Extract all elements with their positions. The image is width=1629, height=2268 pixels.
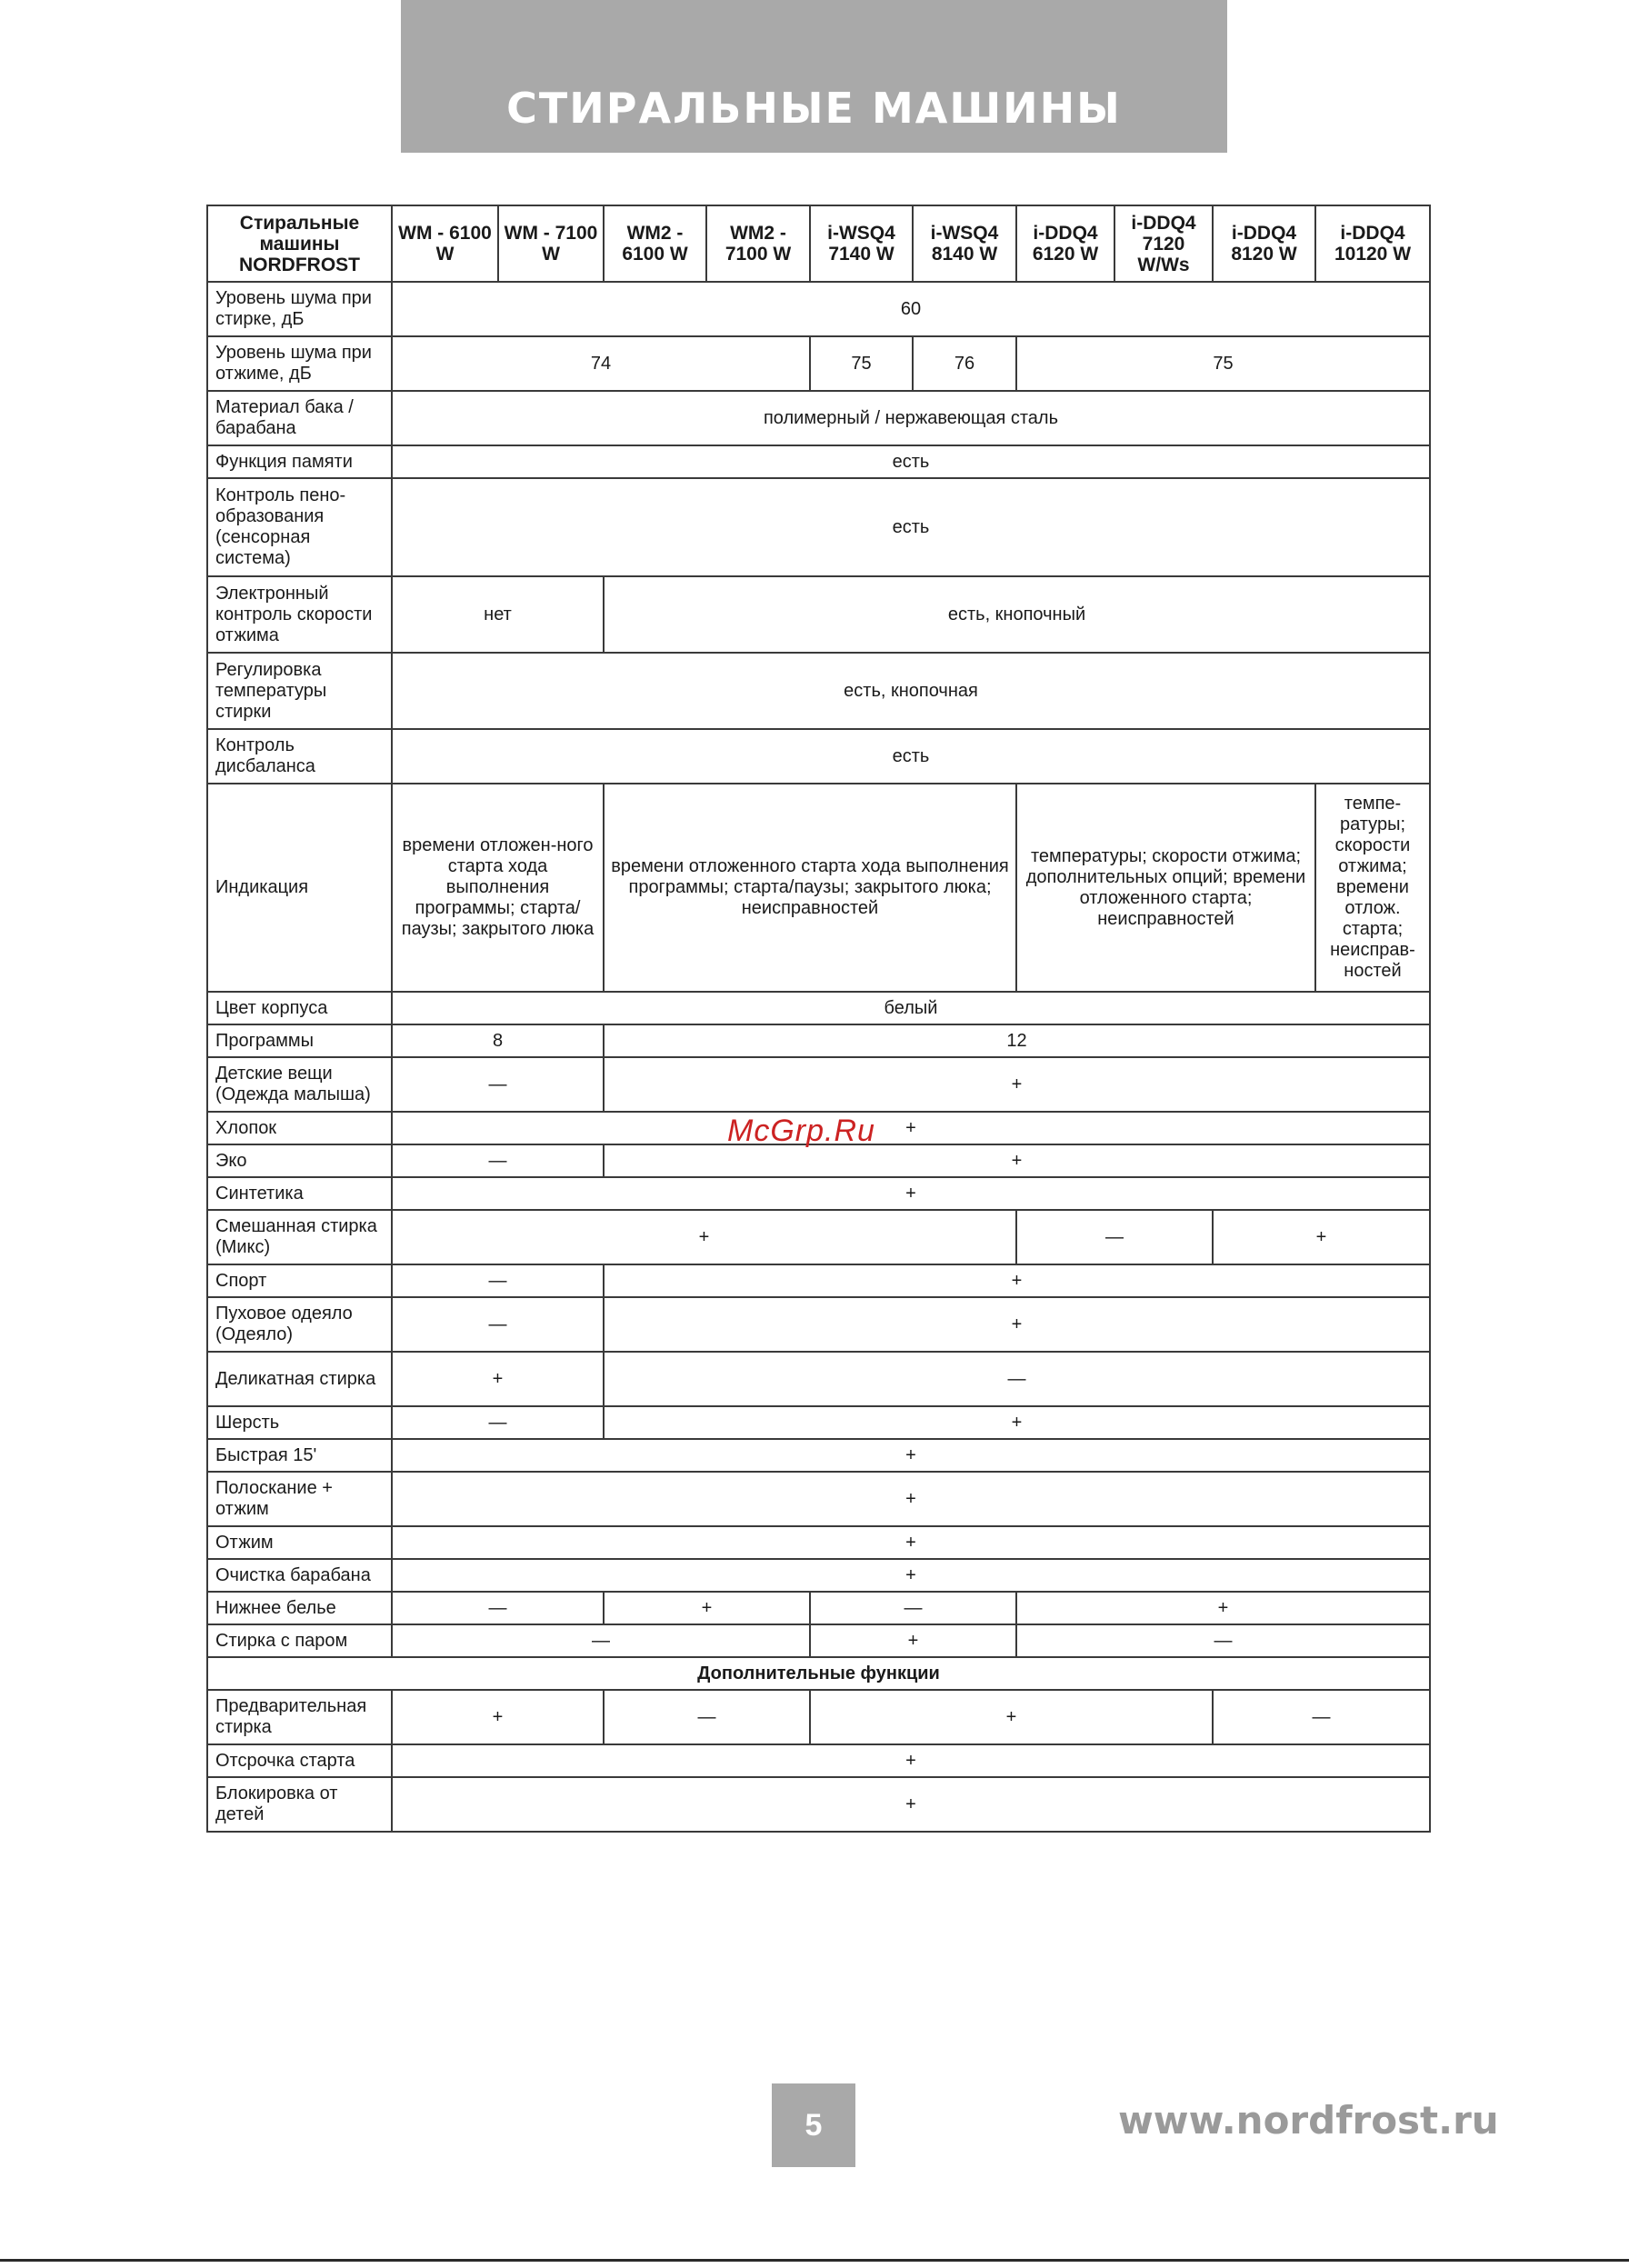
- row-label: Стирка с паром: [207, 1624, 392, 1657]
- cell-value: +: [392, 1439, 1430, 1472]
- table-row: [207, 1777, 1430, 1832]
- cell-value: —: [392, 1624, 810, 1657]
- page-number-box: [772, 2083, 855, 2167]
- header-bar: [401, 0, 1227, 153]
- row-label: Функция памяти: [207, 445, 392, 478]
- row-label: Блокировка от детей: [207, 1777, 392, 1832]
- table-row: [207, 336, 1430, 391]
- cell-value: 75: [810, 336, 913, 391]
- row-label: Отсрочка старта: [207, 1744, 392, 1777]
- cell-value: —: [392, 1406, 604, 1439]
- cell-value: белый: [392, 992, 1430, 1024]
- table-row: [207, 1024, 1430, 1057]
- page-number: 5: [805, 2107, 823, 2143]
- cell-value: +: [604, 1297, 1430, 1352]
- table-row: [207, 1690, 1430, 1744]
- cell-value: —: [392, 1144, 604, 1177]
- cell-value: 12: [604, 1024, 1430, 1057]
- cell-value: +: [392, 1112, 1430, 1144]
- cell-value: —: [1016, 1210, 1213, 1264]
- cell-value: есть: [392, 478, 1430, 576]
- cell-value: +: [392, 1744, 1430, 1777]
- corner-cell: Стиральные машины NORDFROST: [207, 205, 392, 282]
- cell-value: —: [810, 1592, 1016, 1624]
- model-header: i-DDQ4 6120 W: [1016, 205, 1114, 282]
- table-row: [207, 992, 1430, 1024]
- website-link[interactable]: www.nordfrost.ru: [1118, 2098, 1499, 2143]
- cell-value: температуры; скорости отжима; дополнительных опций; времени отложенного старта; неисправностей: [1016, 784, 1315, 992]
- row-label: Уровень шума при стирке, дБ: [207, 282, 392, 336]
- cell-value: +: [392, 1472, 1430, 1526]
- cell-value: —: [604, 1352, 1430, 1406]
- model-header: WM - 6100 W: [392, 205, 498, 282]
- row-label: Очистка барабана: [207, 1559, 392, 1592]
- row-label: Быстрая 15': [207, 1439, 392, 1472]
- cell-value: времени отложен-ного старта хода выполнения программы; старта/паузы; закрытого люка: [392, 784, 604, 992]
- model-header: i-DDQ4 8120 W: [1213, 205, 1315, 282]
- cell-value: —: [1016, 1624, 1430, 1657]
- cell-value: +: [392, 1777, 1430, 1832]
- table-row: [207, 478, 1430, 576]
- model-header: i-WSQ4 8140 W: [913, 205, 1016, 282]
- cell-value: +: [604, 1144, 1430, 1177]
- table-row: [207, 1210, 1430, 1264]
- cell-value: +: [1016, 1592, 1430, 1624]
- model-header: i-DDQ4 7120 W/Ws: [1114, 205, 1213, 282]
- row-label: Регулировка температуры стирки: [207, 653, 392, 729]
- cell-value: нет: [392, 576, 604, 653]
- cell-value: есть: [392, 445, 1430, 478]
- table-row: [207, 1592, 1430, 1624]
- table-row: [207, 282, 1430, 336]
- row-label: Индикация: [207, 784, 392, 992]
- row-label: Детские вещи (Одежда малыша): [207, 1057, 392, 1112]
- cell-value: есть, кнопочный: [604, 576, 1430, 653]
- section-header: Дополнительные функции: [207, 1657, 1430, 1690]
- cell-value: +: [392, 1210, 1016, 1264]
- cell-value: +: [1213, 1210, 1430, 1264]
- row-label: Пуховое одеяло (Одеяло): [207, 1297, 392, 1352]
- model-header: i-WSQ4 7140 W: [810, 205, 913, 282]
- table-row: [207, 1472, 1430, 1526]
- cell-value: 75: [1016, 336, 1430, 391]
- table-row: [207, 729, 1430, 784]
- table-row: [207, 1144, 1430, 1177]
- section-row: [207, 1657, 1430, 1690]
- table-row: [207, 576, 1430, 653]
- cell-value: 8: [392, 1024, 604, 1057]
- cell-value: есть: [392, 729, 1430, 784]
- cell-value: +: [810, 1624, 1016, 1657]
- table-row: [207, 1624, 1430, 1657]
- cell-value: времени отложенного старта хода выполнения программы; старта/паузы; закрытого люка; неисправностей: [604, 784, 1016, 992]
- model-header: WM - 7100 W: [498, 205, 604, 282]
- cell-value: темпе-ратуры; скорости отжима; времени отлож. старта; неисправ-ностей: [1315, 784, 1430, 992]
- table-row: [207, 1177, 1430, 1210]
- row-label: Уровень шума при отжиме, дБ: [207, 336, 392, 391]
- cell-value: полимерный / нержавеющая сталь: [392, 391, 1430, 445]
- table-row: [207, 653, 1430, 729]
- header-row: [207, 205, 1430, 282]
- row-label: Программы: [207, 1024, 392, 1057]
- cell-value: —: [1213, 1690, 1430, 1744]
- cell-value: —: [392, 1057, 604, 1112]
- bottom-divider: [0, 2259, 1629, 2262]
- row-label: Смешанная стирка (Микс): [207, 1210, 392, 1264]
- row-label: Шерсть: [207, 1406, 392, 1439]
- table-row: [207, 1439, 1430, 1472]
- row-label: Контроль дисбаланса: [207, 729, 392, 784]
- table-row: [207, 445, 1430, 478]
- table-row: [207, 1297, 1430, 1352]
- row-label: Электронный контроль скорости отжима: [207, 576, 392, 653]
- table-row: [207, 1352, 1430, 1406]
- model-header: WM2 - 6100 W: [604, 205, 706, 282]
- row-label: Эко: [207, 1144, 392, 1177]
- model-header: i-DDQ4 10120 W: [1315, 205, 1430, 282]
- cell-value: +: [810, 1690, 1213, 1744]
- cell-value: —: [604, 1690, 810, 1744]
- cell-value: —: [392, 1264, 604, 1297]
- cell-value: есть, кнопочная: [392, 653, 1430, 729]
- spec-table: [206, 205, 1431, 1833]
- table-row: [207, 1744, 1430, 1777]
- row-label: Нижнее белье: [207, 1592, 392, 1624]
- model-header: WM2 - 7100 W: [706, 205, 810, 282]
- row-label: Цвет корпуса: [207, 992, 392, 1024]
- cell-value: +: [604, 1592, 810, 1624]
- cell-value: +: [392, 1352, 604, 1406]
- page-title: СТИРАЛЬНЫЕ МАШИНЫ: [506, 84, 1122, 133]
- row-label: Полоскание + отжим: [207, 1472, 392, 1526]
- cell-value: +: [392, 1177, 1430, 1210]
- table-row: [207, 1559, 1430, 1592]
- cell-value: —: [392, 1592, 604, 1624]
- row-label: Материал бака / барабана: [207, 391, 392, 445]
- table-row: [207, 1057, 1430, 1112]
- cell-value: +: [392, 1559, 1430, 1592]
- watermark: McGrp.Ru: [727, 1114, 875, 1148]
- row-label: Отжим: [207, 1526, 392, 1559]
- cell-value: +: [604, 1406, 1430, 1439]
- row-label: Деликатная стирка: [207, 1352, 392, 1406]
- row-label: Хлопок: [207, 1112, 392, 1144]
- cell-value: 76: [913, 336, 1016, 391]
- cell-value: +: [392, 1690, 604, 1744]
- table-row: [207, 1406, 1430, 1439]
- table-row: [207, 391, 1430, 445]
- row-label: Спорт: [207, 1264, 392, 1297]
- cell-value: 74: [392, 336, 810, 391]
- cell-value: +: [604, 1057, 1430, 1112]
- table-row: [207, 1264, 1430, 1297]
- cell-value: 60: [392, 282, 1430, 336]
- table-row: [207, 784, 1430, 992]
- row-label: Синтетика: [207, 1177, 392, 1210]
- table-row: [207, 1526, 1430, 1559]
- row-label: Контроль пено-образования (сенсорная система): [207, 478, 392, 576]
- cell-value: —: [392, 1297, 604, 1352]
- row-label: Предварительная стирка: [207, 1690, 392, 1744]
- cell-value: +: [604, 1264, 1430, 1297]
- cell-value: +: [392, 1526, 1430, 1559]
